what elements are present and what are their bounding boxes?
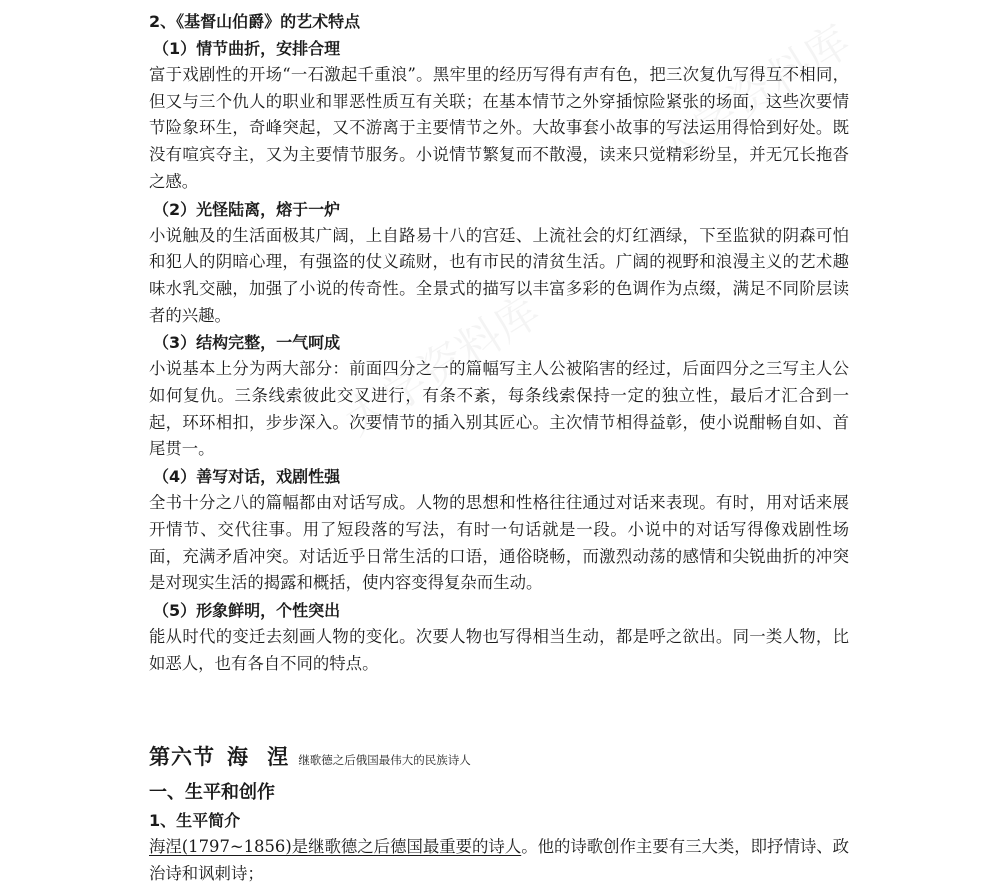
item-heading-1: （1）情节曲折，安排合理 — [153, 39, 341, 58]
document-page — [149, 8, 849, 888]
sub-heading-biography: 1、生平简介 — [149, 811, 241, 831]
item-heading-3: （3）结构完整，一气呵成 — [153, 333, 341, 353]
item-heading-2: （2）光怪陆离，熔于一炉 — [153, 199, 341, 219]
part-heading-life: 一、生平和创作 — [149, 782, 275, 804]
biography-underlined: 海涅(1797~1856)是继歌德之后德国最重要的诗人 — [149, 837, 522, 857]
item-heading-4: （4）善写对话，戏剧性强 — [153, 467, 341, 487]
item-paragraph-1: 富于戏剧性的开场“一石激起千重浪”。黑牢里的经历写得有声有色，把三次复仇写得互不相同，但又与三个仇人的职业和罪恶性质互有关联；在基本情节之外穿插惊险紧张的场面，这些次要情节险象环生，奇峰突起，又不游离于主要情节之外。大故事套小故事的写法运用得恰到好处。既没有喧宾夺主，又为主要情节服务。小说情节繁复而不散漫，读来只觉精彩纷呈，并无冗长拖沓之感。 — [149, 65, 849, 191]
item-paragraph-3: 小说基本上分为两大部分：前面四分之一的篇幅写主人公被陷害的经过，后面四分之三写主人公如何复仇。三条线索彼此交叉进行，有条不紊，每条线索保持一定的独立性，最后才汇合到一起，环环相扣，步步深入。次要情节的插入别其匠心。主次情节相得益彰，使小说酣畅自如、首尾贯一。 — [149, 359, 849, 459]
section-number: 第六节 — [149, 745, 215, 770]
item-paragraph-4: 全书十分之八的篇幅都由对话写成。人物的思想和性格往往通过对话来表现。有时，用对话来展开情节、交代往事。用了短段落的写法，有时一句话就是一段。小说中的对话写得像戏剧性场面，充满矛盾冲突。对话近乎日常生活的口语，通俗晓畅，而激烈动荡的感情和尖锐曲折的冲突是对现实生活的揭露和概括，使内容变得复杂而生动。 — [149, 493, 849, 593]
biography-rest: 。他的诗歌创作主要有三大类，即抒情诗、政治诗和讽刺诗； — [149, 837, 850, 884]
section-poet-name: 海 涅 — [227, 745, 295, 770]
section-heading-art-features: 2、《基督山伯爵》的艺术特点 — [149, 12, 361, 31]
item-paragraph-5: 能从时代的变迁去刻画人物的变化。次要人物也写得相当生动，都是呼之欲出。同一类人物，比如恶人，也有各自不同的特点。 — [149, 626, 849, 673]
item-heading-5: （5）形象鲜明，个性突出 — [153, 600, 341, 620]
section-note: 继歌德之后俄国最伟大的民族诗人 — [298, 753, 471, 768]
biography-paragraph — [149, 834, 849, 887]
section-title-heine — [149, 739, 849, 775]
item-paragraph-2: 小说触及的生活面极其广阔，上自路易十八的宫廷、上流社会的灯红酒绿，下至监狱的阴森可怕和犯人的阴暗心理，有强盗的仗义疏财，也有市民的清贫生活。广阔的视野和浪漫主义的艺术趣味水乳交融，加强了小说的传奇性。全景式的描写以丰富多彩的色调作为点缀，满足不同阶层读者的兴趣。 — [149, 225, 849, 325]
